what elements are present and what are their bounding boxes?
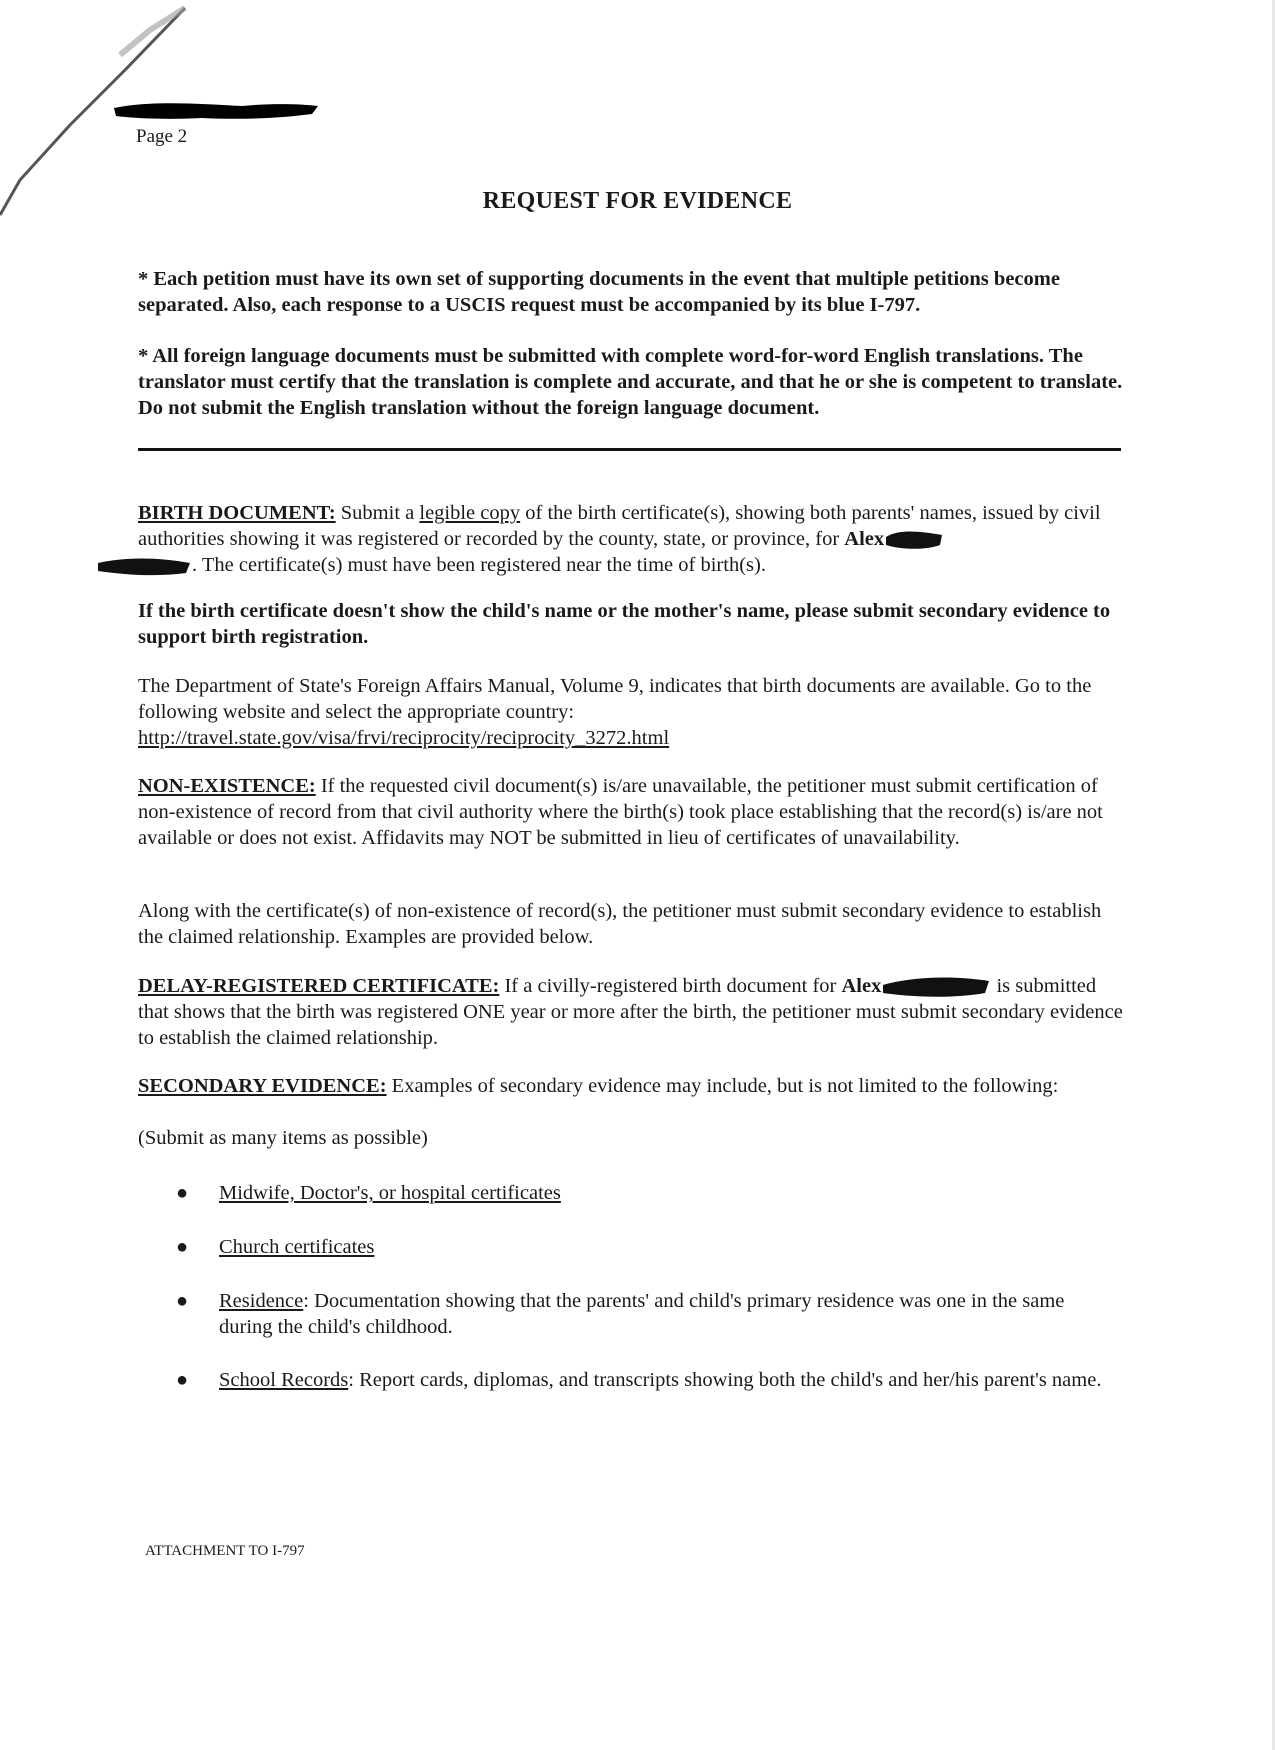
- bullet-icon: ●: [176, 1182, 189, 1204]
- footer-attachment: ATTACHMENT TO I-797: [145, 1543, 305, 1559]
- secondary-evidence-paragraph: SECONDARY EVIDENCE: Examples of secondary evidence may include, but is not limited to the following:: [138, 1075, 1059, 1097]
- bullet-icon: ●: [176, 1369, 189, 1391]
- dos-manual-paragraph: The Department of State's Foreign Affairs Manual, Volume 9, indicates that birth documents are available. Go to the following website and select the appropriate country: http://travel.state.gov/visa/frvi/reciprocity/reciprocity_3272.html: [138, 675, 1092, 749]
- legible-copy-text: legible copy: [419, 502, 521, 524]
- delay-registered-paragraph: DELAY-REGISTERED CERTIFICATE: If a civilly-registered birth document for Alex is submitted that shows that the birth was registered ONE year or more after the birth, the petitioner must submit secondary evidence to establish the claimed relationship.: [138, 975, 1123, 1050]
- reciprocity-link[interactable]: http://travel.state.gov/visa/frvi/reciprocity/reciprocity_3272.html: [138, 727, 670, 749]
- notice-foreign-language: * All foreign language documents must be submitted with complete word-for-word English translations. The translator must certify that the translation is complete and accurate, and that he or she is competent to translate. Do not submit the English translation without the foreign language document.: [138, 345, 1123, 419]
- notice-supporting-documents: * Each petition must have its own set of supporting documents in the event that multiple petitions become separated. Also, each response to a USCIS request must be accompanied by its blue I-797.: [138, 268, 1060, 316]
- secondary-evidence-label: SECONDARY EVIDENCE:: [138, 1075, 387, 1097]
- child-name-partial: Alex: [841, 975, 882, 997]
- birth-document-label: BIRTH DOCUMENT:: [138, 502, 336, 524]
- page-number: Page 2: [136, 126, 188, 147]
- section-divider: [138, 448, 1121, 451]
- redaction-mark: [112, 98, 320, 122]
- delay-registered-label: DELAY-REGISTERED CERTIFICATE:: [138, 975, 500, 997]
- non-existence-paragraph: NON-EXISTENCE: If the requested civil document(s) is/are unavailable, the petitioner must submit certification of non-existence of record from that civil authority where the birth(s) took place establishing that the record(s) is/are not available or does not exist. Affidavits may NOT be submitted in lieu of certificates of unavailability.: [138, 775, 1103, 849]
- child-name-partial: Alex: [844, 528, 885, 550]
- redaction-mark: [96, 555, 192, 577]
- submit-note: (Submit as many items as possible): [138, 1127, 428, 1149]
- missing-name-note: If the birth certificate doesn't show the child's name or the mother's name, please submit secondary evidence to support birth registration.: [138, 600, 1111, 648]
- non-existence-label: NON-EXISTENCE:: [138, 775, 316, 797]
- document-page: Page 2 REQUEST FOR EVIDENCE * Each petition must have its own set of supporting documents in the event that multiple petitions become separated. Also, each response to a USCIS request must be accompanied by its blue I-797. * All foreign language documents must be submitted with complete word-for-word English translations. The translator must certify that the translation is complete and accurate, and that he or she is competent to translate. Do not submit the English translation without the foreign language document. BIRTH DOCUMENT: Submit a legible copy of the birth certificate(s), showing both parents' names, issued by civil authorities showing it was registered or recorded by the county, state, or province, for Alex . The certificate(s) must have been registered near the time of birth(s). If the birth certificate doesn't show the child's name or the mother's name, please submit secondary evidence to support birth registration. The Department of State's Foreign Affairs Manual, Volume 9, indicates that birth documents are available. Go to the following website and select the appropriate country: http://travel.state.gov/visa/frvi/reciprocity/reciprocity_3272.html NON-EXISTENCE: If the requested civil document(s) is/are unavailable, the petitioner must submit certification of non-existence of record from that civil authority where the birth(s) took place establishing that the record(s) is/are not available or does not exist. Affidavits may NOT be submitted in lieu of certificates of unavailability. Along with the certificate(s) of non-existence of record(s), the petitioner must submit secondary evidence to establish the claimed relationship. Examples are provided below. DELAY-REGISTERED CERTIFICATE: If a civilly-registered birth document for Alex is submitted that shows that the birth was registered ONE year or more after the birth, the petitioner must submit secondary evidence to establish the claimed relationship. SECONDARY EVIDENCE: Examples of secondary evidence may include, but is not limited to the following: (Submit as many items as possible) ● Midwife, Doctor's, or hospital certificates ● Church certificates ● Residence: Documentation showing that the parents' and child's primary residence was one in the same during the child's childhood. ● School Records: Report cards, diplomas, and transcripts showing both the child's and her/his parent's name. ATTACHMENT TO I-797: [0, 0, 1275, 1750]
- redaction-mark: [881, 975, 991, 999]
- bullet-icon: ●: [176, 1236, 189, 1258]
- birth-document-paragraph: BIRTH DOCUMENT: Submit a legible copy of the birth certificate(s), showing both parents' names, issued by civil authorities showing it was registered or recorded by the county, state, or province, for Alex . The certificate(s) must have been registered near the time of birth(s).: [138, 500, 1123, 578]
- redaction-mark: [884, 529, 944, 551]
- page-title: REQUEST FOR EVIDENCE: [482, 188, 793, 214]
- along-with-paragraph: Along with the certificate(s) of non-existence of record(s), the petitioner must submit secondary evidence to establish the claimed relationship. Examples are provided below.: [138, 900, 1102, 948]
- bullet-icon: ●: [176, 1290, 189, 1312]
